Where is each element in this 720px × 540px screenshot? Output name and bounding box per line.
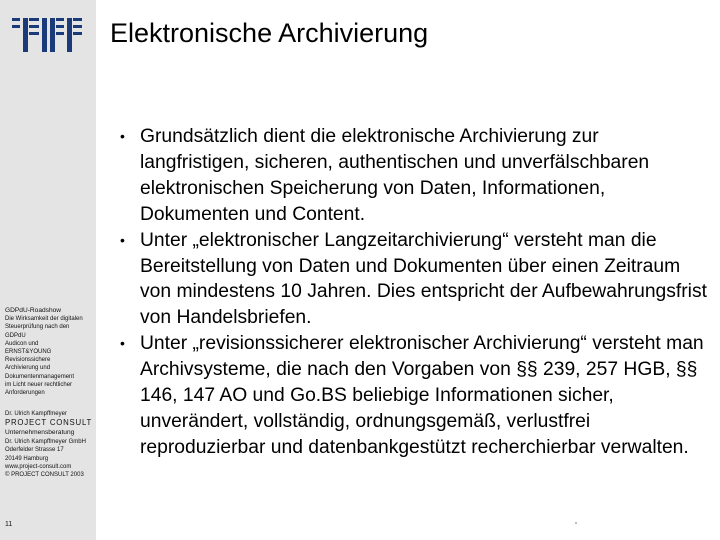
company-legal-name: Dr. Ulrich Kampffmeyer GmbH xyxy=(5,439,86,446)
street-address: Oderfelder Strasse 17 xyxy=(5,447,64,454)
topic-line: Die Wirksamkeit der digitalen xyxy=(5,316,83,323)
topic-line: GDPdU xyxy=(5,332,26,339)
company-brand: PROJECT CONSULT xyxy=(5,418,93,428)
slide-title: Elektronische Archivierung xyxy=(110,18,429,48)
bullet-text: Unter „revisionssicherer elektronischer Archivierung“ versteht man Archivsysteme, die nach den Vorgaben von §§ 239, 257 HGB, §§ 146, 147 AO und Go.BS beliebige Informationen sicher, unverändert, vollständig, ordnungsgemäß, verlustfrei reproduzierbar und datenbankgestützt recherchierbar verwalten. xyxy=(140,333,704,458)
sidebar-event-info xyxy=(5,307,94,397)
topic-line: Anforderungen xyxy=(5,390,45,397)
topic-line: ERNST&YOUNG xyxy=(5,349,52,356)
company-logo xyxy=(12,18,82,52)
sidebar-contact-info xyxy=(5,410,94,479)
bullet-marker: • xyxy=(120,231,125,248)
bullet-item xyxy=(112,228,710,332)
topic-line: Archivierung und xyxy=(5,365,51,372)
topic-line: Steuerprüfung nach den xyxy=(5,324,70,331)
bullet-item xyxy=(112,124,710,228)
company-type: Unternehmensberatung xyxy=(5,429,75,437)
bullet-text: Unter „elektronischer Langzeitarchivierung“ versteht man die Bereitstellung von Daten und Dokumenten über einen Zeitraum von mindestens 10 Jahren. Dies entspricht der Aufbewahrungsfrist von Handelsbriefen. xyxy=(140,229,707,329)
bullet-marker: • xyxy=(120,128,125,144)
website: www.project-consult.com xyxy=(5,463,72,470)
bullet-item xyxy=(112,331,710,461)
page-number: 11 xyxy=(5,521,13,528)
bullet-text: Grundsätzlich dient die elektronische Archivierung zur langfristigen, sicheren, authentischen und unverfälschbaren elektronischen Speicherung von Daten, Informationen, Dokumenten und Content. xyxy=(140,126,650,225)
city-address: 20149 Hamburg xyxy=(5,455,49,462)
author-name: Dr. Ulrich Kampffmeyer xyxy=(5,411,67,417)
bullet-marker: • xyxy=(120,335,125,352)
copyright: © PROJECT CONSULT 2003 xyxy=(5,472,84,479)
topic-line: Dokumentenmanagement xyxy=(5,373,75,380)
footer-mark xyxy=(575,522,577,524)
bullet-list xyxy=(112,124,710,461)
event-name: GDPdU-Roadshow xyxy=(5,307,62,314)
topic-line: Revisionssichere xyxy=(5,357,51,364)
topic-line: Audicon und xyxy=(5,340,39,347)
topic-line: im Licht neuer rechtlicher xyxy=(5,381,73,388)
